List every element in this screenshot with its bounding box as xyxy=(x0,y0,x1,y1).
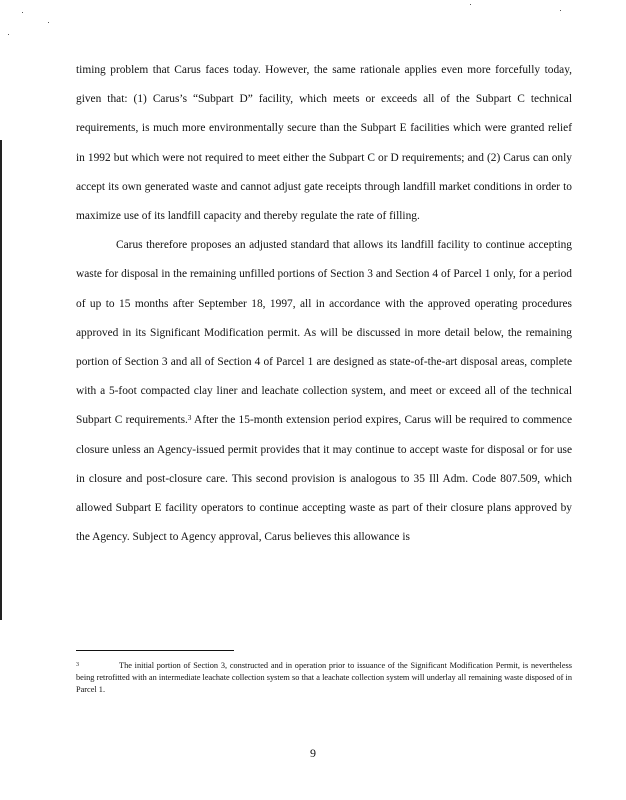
footnote-reference[interactable]: 3 xyxy=(187,414,192,423)
scan-speck xyxy=(22,12,23,13)
scan-speck xyxy=(470,4,471,5)
paragraph-1: timing problem that Carus faces today. However, the same rationale applies even more forcefully today, given that: (1) Carus’s “Subpart D” facility, which meets or exceeds all of the Subpart C technical requirements, is much more environmentally secure than the Subpart E facilities which were granted relief in 1992 but which were not required to meet either the Subpart C or D requirements; and (2) Carus can only accept its own generated waste and cannot adjust gate receipts through landfill market conditions in order to maximize use of its landfill capacity and thereby regulate the rate of filling. xyxy=(76,64,572,223)
scan-speck xyxy=(560,10,561,11)
page-number: 9 xyxy=(310,746,316,760)
paragraph-2-part-1: Carus therefore proposes an adjusted standard that allows its landfill facility to continue accepting waste for disposal in the remaining unfilled portions of Section 3 and Section 4 of Parcel 1 only, for a period of up to 15 months after September 18, 1997, all in accordance with the approved operating procedures approved in its Significant Modification permit. As will be discussed in more detail below, the remaining portion of Section 3 and all of Section 4 of Parcel 1 are designed as state-of-the-art disposal areas, complete with a 5-foot compacted clay liner and leachate collection system, and meet or exceed all of the technical Subpart C requirements. xyxy=(76,239,572,427)
footnote-text: The initial portion of Section 3, constructed and in operation prior to issuance of the Significant Modification Permit, is nevertheless being retrofitted with an intermediate leachate collection system so that a leachate collection system will underlay all remaining waste disposed of in Parcel 1. xyxy=(76,661,572,694)
body-text xyxy=(76,56,572,552)
footnote-divider xyxy=(76,650,234,651)
paragraph-2-part-2: After the 15-month extension period expires, Carus will be required to commence closure unless an Agency-issued permit provides that it may continue to accept waste for disposal or for use in closure and post-closure care. This second provision is analogous to 35 Ill Adm. Code 807.509, which allowed Subpart E facility operators to continue accepting waste as part of their closure plans approved by the Agency. Subject to Agency approval, Carus believes this allowance is xyxy=(76,414,573,544)
paragraph-2 xyxy=(76,231,572,552)
scan-speck xyxy=(8,34,9,35)
scan-edge-mark xyxy=(0,140,2,620)
footnote xyxy=(76,660,572,695)
footnote-marker: 3 xyxy=(76,662,79,668)
scan-speck xyxy=(48,22,49,23)
